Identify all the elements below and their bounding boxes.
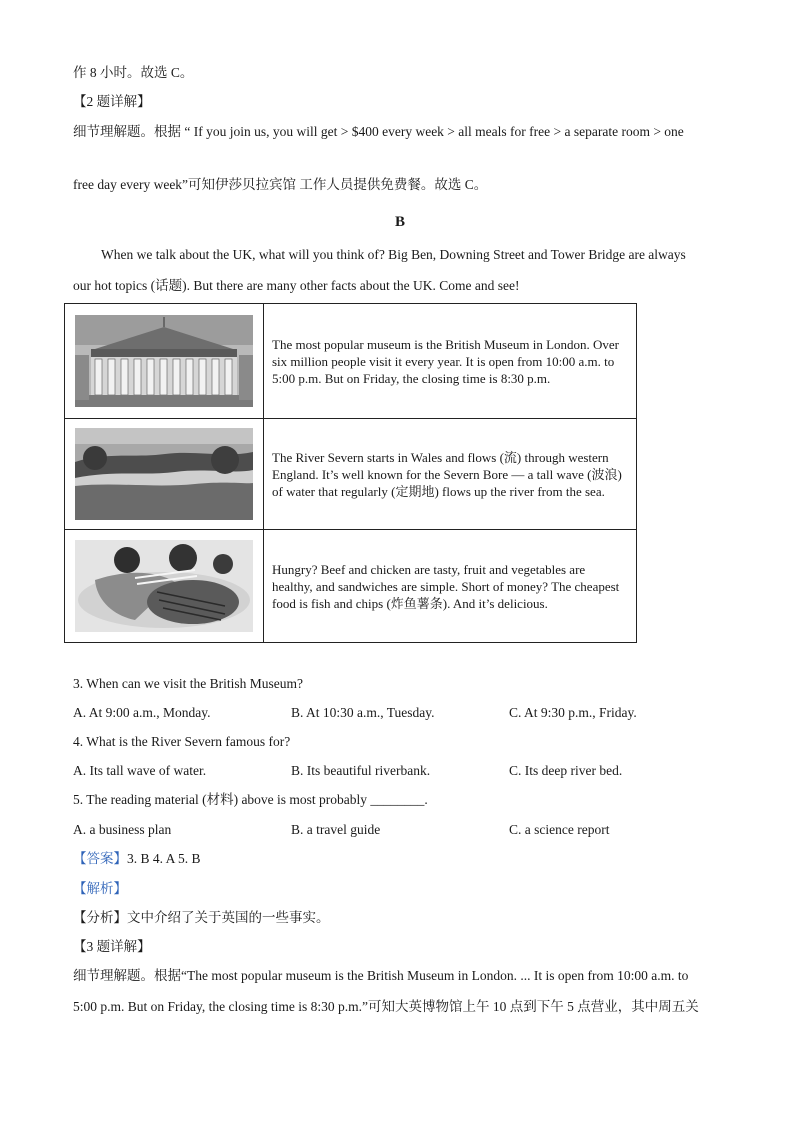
answer-label: 【答案】 [73, 851, 127, 866]
intro-paragraph: When we talk about the UK, what will you think of? Big Ben, Downing Street and Tower Bridge are always [101, 247, 686, 262]
table-row [65, 419, 637, 530]
text-line: 作 8 小时。故选 C。 [73, 65, 194, 80]
option-3c: C. At 9:30 p.m., Friday. [509, 705, 637, 720]
river-text: The River Severn starts in Wales and flows (流) through western England. It’s well known for the Severn Bore — a tall wave (波浪) of water that regularly (定期地) flows up the river from the sea. [264, 419, 637, 530]
option-4a: A. Its tall wave of water. [73, 763, 207, 778]
text-line: 细节理解题。根据 “ If you join us, you will get > $400 every week > all meals for free > a separate room > one [73, 124, 684, 139]
question-5: 5. The reading material (材料) above is most probably ________. [73, 792, 428, 807]
question-4: 4. What is the River Severn famous for? [73, 734, 291, 749]
option-3b: B. At 10:30 a.m., Tuesday. [291, 705, 435, 720]
detail-line: 细节理解题。根据“The most popular museum is the British Museum in London. ... It is open from 10:00 a.m. to [73, 968, 689, 983]
sub-heading: 【3 题详解】 [73, 939, 151, 954]
picture-cell [65, 530, 264, 643]
museum-text: The most popular museum is the British Museum in London. Over six million people visit it every year. It is open from 10:00 a.m. to 5:00 p.m. But on Friday, the closing time is 8:30 p.m. [264, 304, 637, 419]
question-3: 3. When can we visit the British Museum? [73, 676, 303, 691]
text-line: free day every week”可知伊莎贝拉宾馆 工作人员提供免费餐。故选 C。 [73, 177, 488, 192]
picture-cell [65, 419, 264, 530]
answer-line [73, 850, 201, 868]
option-5b: B. a travel guide [291, 822, 381, 837]
intro-paragraph: our hot topics (话题). But there are many other facts about the UK. Come and see! [73, 278, 520, 293]
food-text: Hungry? Beef and chicken are tasty, fruit and vegetables are healthy, and sandwiches are simple. Short of money? The cheapest food is fish and chips (炸鱼薯条). And it’s delicious. [264, 530, 637, 643]
analysis-summary: 【分析】文中介绍了关于英国的一些事实。 [73, 910, 330, 925]
option-5a: A. a business plan [73, 822, 172, 837]
table-row [65, 530, 637, 643]
facts-table [64, 303, 637, 643]
museum-photo [75, 315, 253, 407]
detail-line: 5:00 p.m. But on Friday, the closing time is 8:30 p.m.”可知大英博物馆上午 10 点到下午 5 点营业，其中周五关 [73, 999, 699, 1014]
option-4b: B. Its beautiful riverbank. [291, 763, 431, 778]
option-5c: C. a science report [509, 822, 610, 837]
sub-heading: 【2 题详解】 [73, 94, 151, 109]
analysis-label: 【解析】 [73, 881, 127, 896]
section-title: B [394, 214, 405, 230]
table-row [65, 304, 637, 419]
river-photo [75, 428, 253, 520]
answer-text: 3. B 4. A 5. B [127, 851, 201, 866]
option-3a: A. At 9:00 a.m., Monday. [73, 705, 211, 720]
picture-cell [65, 304, 264, 419]
food-photo [75, 540, 253, 632]
option-4c: C. Its deep river bed. [509, 763, 623, 778]
